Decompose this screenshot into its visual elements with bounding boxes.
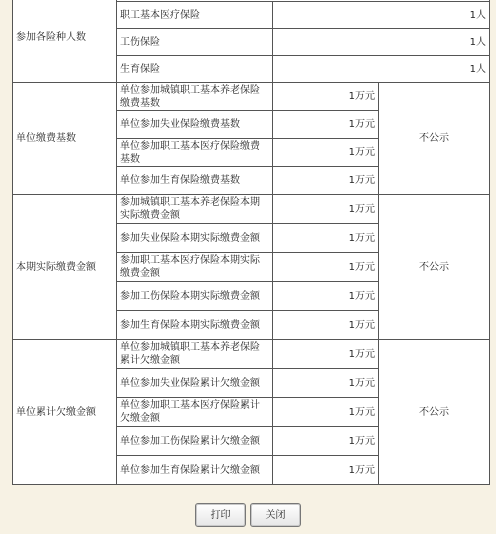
item-value: 1万元 <box>273 427 379 456</box>
item-value: 1万元 <box>273 167 379 195</box>
section-label-paid: 本期实际缴费金额 <box>13 195 117 340</box>
section-label-participants: 参加各险种人数 <box>13 0 117 83</box>
action-bar <box>0 503 496 527</box>
item-value: 1万元 <box>273 139 379 167</box>
item-label: 单位参加城镇职工基本养老保险累计欠缴金额 <box>117 340 273 369</box>
item-label: 参加生育保险本期实际缴费金额 <box>117 311 273 340</box>
item-label: 职工基本医疗保险 <box>117 2 273 29</box>
item-value: 1人 <box>273 56 490 83</box>
item-label: 单位参加职工基本医疗保险缴费基数 <box>117 139 273 167</box>
item-value: 1万元 <box>273 340 379 369</box>
disclosure-status: 不公示 <box>379 83 490 195</box>
item-label: 单位参加工伤保险累计欠缴金额 <box>117 427 273 456</box>
item-label: 参加失业保险本期实际缴费金额 <box>117 224 273 253</box>
item-label: 参加职工基本医疗保险本期实际缴费金额 <box>117 253 273 282</box>
item-label: 生育保险 <box>117 56 273 83</box>
table-row <box>13 83 490 111</box>
table-row <box>13 195 490 224</box>
item-value: 1万元 <box>273 224 379 253</box>
table-row <box>13 340 490 369</box>
item-label: 参加工伤保险本期实际缴费金额 <box>117 282 273 311</box>
item-label: 单位参加生育保险缴费基数 <box>117 167 273 195</box>
item-label: 单位参加职工基本医疗保险累计欠缴金额 <box>117 398 273 427</box>
disclosure-status: 不公示 <box>379 340 490 485</box>
item-value: 1万元 <box>273 311 379 340</box>
item-value: 1万元 <box>273 398 379 427</box>
close-button[interactable]: 关闭 <box>250 503 301 527</box>
section-label-base: 单位缴费基数 <box>13 83 117 195</box>
item-label: 单位参加失业保险累计欠缴金额 <box>117 369 273 398</box>
item-value: 1人 <box>273 29 490 56</box>
section-label-arrears: 单位累计欠缴金额 <box>13 340 117 485</box>
social-insurance-table <box>12 0 490 485</box>
item-value: 1万元 <box>273 111 379 139</box>
disclosure-status: 不公示 <box>379 195 490 340</box>
item-value: 1万元 <box>273 195 379 224</box>
item-value: 1人 <box>273 2 490 29</box>
item-label: 参加城镇职工基本养老保险本期实际缴费金额 <box>117 195 273 224</box>
item-label: 单位参加城镇职工基本养老保险缴费基数 <box>117 83 273 111</box>
item-value: 1万元 <box>273 83 379 111</box>
item-value: 1万元 <box>273 282 379 311</box>
item-value: 1万元 <box>273 253 379 282</box>
item-label: 工伤保险 <box>117 29 273 56</box>
item-label: 单位参加失业保险缴费基数 <box>117 111 273 139</box>
item-value: 1万元 <box>273 369 379 398</box>
item-value: 1万元 <box>273 456 379 485</box>
item-label: 单位参加生育保险累计欠缴金额 <box>117 456 273 485</box>
print-button[interactable]: 打印 <box>195 503 246 527</box>
